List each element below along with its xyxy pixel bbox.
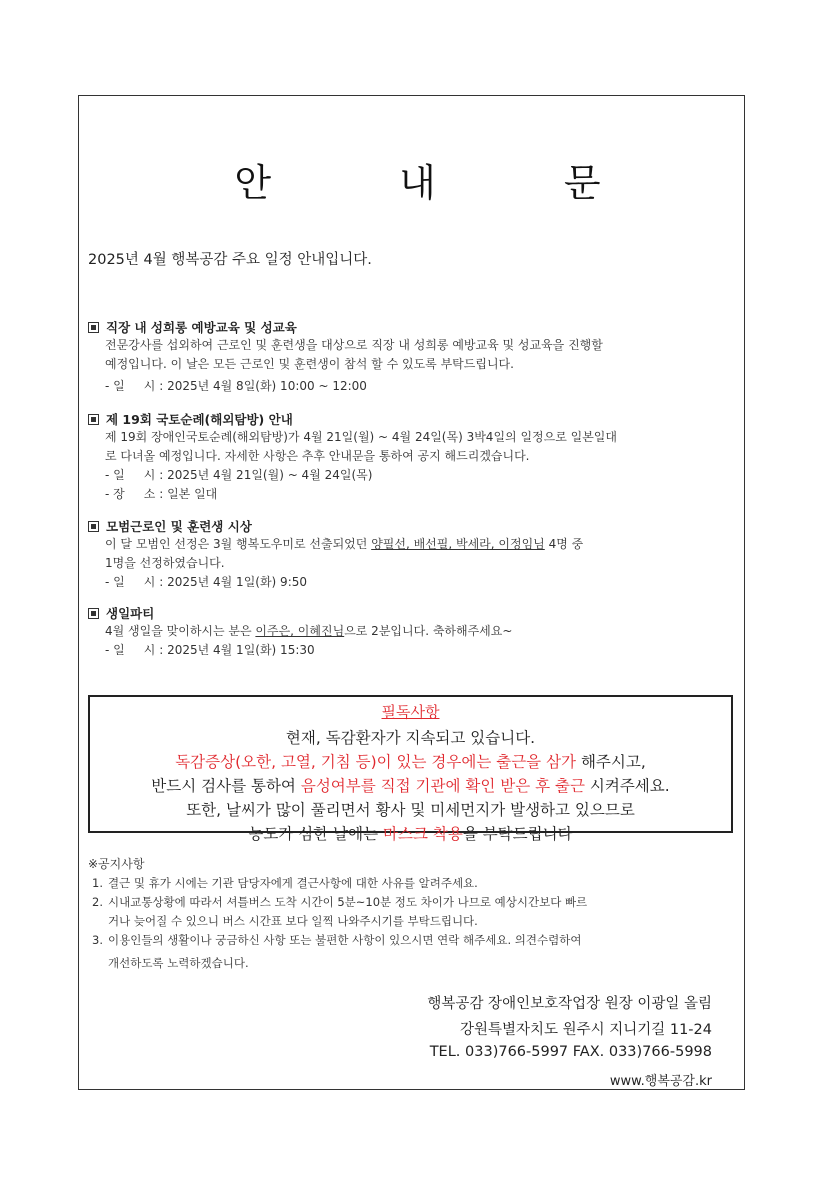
checkbox-icon xyxy=(88,414,99,425)
section-national-tour xyxy=(88,410,738,504)
address-line: 강원특별자치도 원주시 지니기길 11-24 xyxy=(459,1022,712,1038)
section-body xyxy=(105,622,738,641)
signature-line: 행복공감 장애인보호작업장 원장 이광일 올림 xyxy=(427,996,712,1012)
announcements xyxy=(88,855,738,976)
section-title: 제 19회 국토순례(해외탐방) 안내 xyxy=(88,410,738,428)
announcement-item: 3. 이용인들의 생활이나 궁금하신 사항 또는 불편한 사항이 있으시면 연락 해주세요. 의견수렴하여 개선하도록 노력하겠습니다. xyxy=(92,933,582,970)
body-line: 1명을 선정하였습니다. xyxy=(105,556,225,570)
body-line: 로 다녀올 예정입니다. 자세한 사항은 추후 안내문을 통하여 공지 해드리겠습니다. xyxy=(105,449,530,463)
detail-datetime: - 일 시 : 2025년 4월 8일(화) 10:00 ~ 12:00 xyxy=(105,379,367,393)
section-birthday-party xyxy=(88,604,738,660)
section-body xyxy=(105,535,738,573)
body-line: 전문강사를 섭외하여 근로인 및 훈련생을 대상으로 직장 내 성희롱 예방교육 및 성교육을 진행할 xyxy=(105,338,603,352)
section-title: 생일파티 xyxy=(88,604,738,622)
checkbox-icon xyxy=(88,521,99,532)
awardee-names: 양필선, 배선필, 박세라, 이정임님 xyxy=(371,537,545,551)
notice-line: 반드시 검사를 통하여 음성여부를 직접 기관에 확인 받은 후 출근 시켜주세요. xyxy=(151,777,670,795)
notice-heading: 필독사항 xyxy=(381,703,440,721)
birthday-names: 이주은, 이혜진님 xyxy=(255,624,345,638)
website-line: www.행복공감.kr xyxy=(609,1074,712,1089)
contact-line: TEL. 033)766-5997 FAX. 033)766-5998 xyxy=(429,1044,712,1060)
intro-text: 2025년 4월 행복공감 주요 일정 안내입니다. xyxy=(88,252,372,268)
notice-line: 또한, 날씨가 많이 풀리면서 황사 및 미세먼지가 발생하고 있으므로 xyxy=(186,801,635,819)
announcement-item: 1. 결근 및 휴가 시에는 기관 담당자에게 결근사항에 대한 사유를 알려주세요. xyxy=(92,876,478,890)
notice-line: 현재, 독감환자가 지속되고 있습니다. xyxy=(285,729,536,747)
section-model-worker-award xyxy=(88,517,738,592)
notice-line: 독감증상(오한, 고열, 기침 등)이 있는 경우에는 출근을 삼가 해주시고, xyxy=(175,753,646,771)
section-harassment-education xyxy=(88,318,738,396)
section-body xyxy=(105,428,738,466)
body-line: 제 19회 장애인국토순례(해외탐방)가 4월 21일(월) ~ 4월 24일(목) 3박4일의 일정으로 일본일대 xyxy=(105,430,617,444)
section-title: 직장 내 성희롱 예방교육 및 성교육 xyxy=(88,318,738,336)
detail-datetime: - 일 시 : 2025년 4월 1일(화) 15:30 xyxy=(105,643,315,657)
section-body xyxy=(105,336,738,374)
document-title: 안 내 문 xyxy=(234,161,659,205)
detail-datetime: - 일 시 : 2025년 4월 1일(화) 9:50 xyxy=(105,575,308,589)
announcements-title: ※공지사항 xyxy=(88,857,145,871)
body-line: 4월 생일을 맞이하시는 분은 이주은, 이혜진님으로 2분입니다. 축하해주세요~ xyxy=(105,624,513,638)
body-line: 예정입니다. 이 날은 모든 근로인 및 훈련생이 참석 할 수 있도록 부탁드립니다. xyxy=(105,357,514,371)
checkbox-icon xyxy=(88,322,99,333)
body-line: 이 달 모범인 선정은 3월 행복도우미로 선출되었던 양필선, 배선필, 박세라, 이정임님 4명 중 xyxy=(105,537,584,551)
detail-location: - 장 소 : 일본 일대 xyxy=(105,487,218,501)
required-reading-box xyxy=(88,695,733,843)
notice-line: 농도가 심한 날에는 마스크 착용을 부탁드립니다 xyxy=(248,825,573,843)
checkbox-icon xyxy=(88,608,99,619)
detail-datetime: - 일 시 : 2025년 4월 21일(월) ~ 4월 24일(목) xyxy=(105,468,373,482)
announcement-item: 2. 시내교통상황에 따라서 셔틀버스 도착 시간이 5분~10분 정도 차이가 나므로 예상시간보다 빠르 거나 늦어질 수 있으니 버스 시간표 보다 일찍 나와주시기를 부탁드립니다. xyxy=(92,895,588,928)
section-title: 모범근로인 및 훈련생 시상 xyxy=(88,517,738,535)
